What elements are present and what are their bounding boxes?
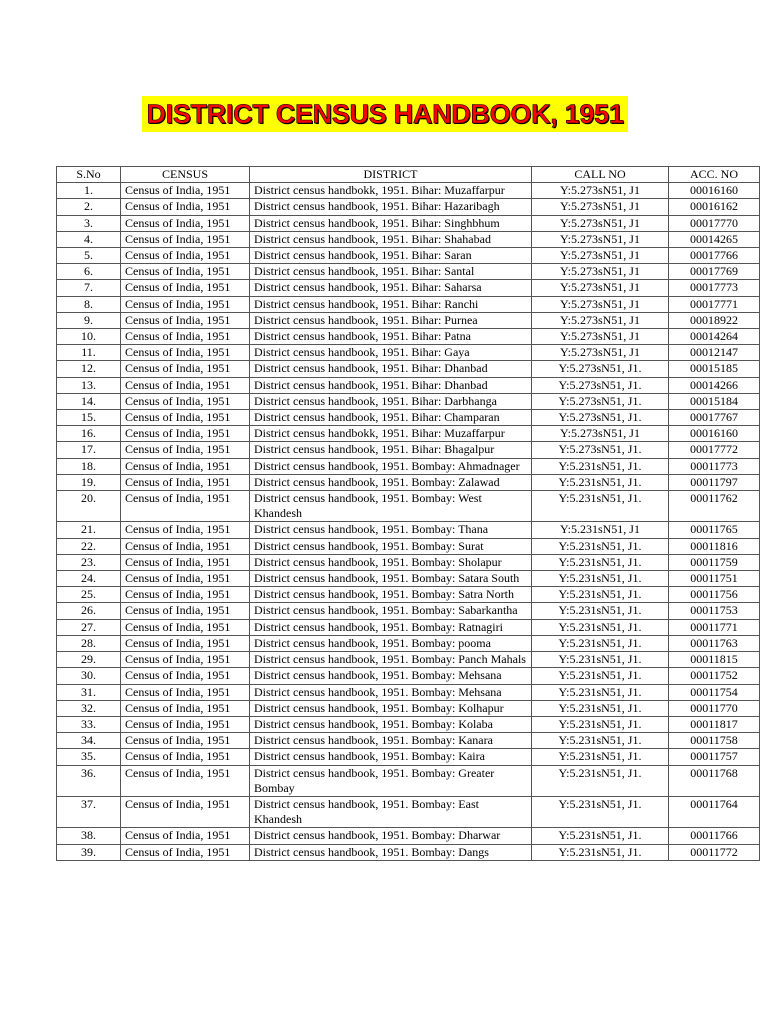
row-district: District census handbook, 1951. Bombay: Surat <box>250 538 532 554</box>
table-body <box>57 183 760 861</box>
table-row <box>57 716 760 732</box>
row-acc-no: 00011797 <box>669 474 760 490</box>
row-call-no: Y:5.231sN51, J1. <box>532 652 669 668</box>
row-district: District census handbook, 1951. Bombay: Kolhapur <box>250 700 532 716</box>
row-sno: 1. <box>57 183 121 199</box>
row-call-no: Y:5.231sN51, J1. <box>532 571 669 587</box>
row-acc-no: 00011815 <box>669 652 760 668</box>
row-district: District census handbook, 1951. Bombay: Kolaba <box>250 716 532 732</box>
row-census: Census of India, 1951 <box>121 361 250 377</box>
row-acc-no: 00011816 <box>669 538 760 554</box>
row-acc-no: 00011766 <box>669 828 760 844</box>
row-district: District census handbook, 1951. Bombay: Mehsana <box>250 684 532 700</box>
row-sno: 17. <box>57 442 121 458</box>
table-row <box>57 571 760 587</box>
row-sno: 16. <box>57 426 121 442</box>
row-sno: 8. <box>57 296 121 312</box>
row-acc-no: 00017772 <box>669 442 760 458</box>
row-sno: 34. <box>57 733 121 749</box>
row-district: District census handbook, 1951. Bombay: Kanara <box>250 733 532 749</box>
row-sno: 39. <box>57 844 121 860</box>
row-call-no: Y:5.231sN51, J1 <box>532 522 669 538</box>
row-district: District census handbook, 1951. Bombay: Panch Mahals <box>250 652 532 668</box>
row-acc-no: 00011753 <box>669 603 760 619</box>
table-row <box>57 828 760 844</box>
row-district: District census handbook, 1951. Bihar: Patna <box>250 329 532 345</box>
row-census: Census of India, 1951 <box>121 296 250 312</box>
row-acc-no: 00011772 <box>669 844 760 860</box>
row-census: Census of India, 1951 <box>121 264 250 280</box>
row-call-no: Y:5.231sN51, J1. <box>532 538 669 554</box>
table-row <box>57 603 760 619</box>
row-acc-no: 00017773 <box>669 280 760 296</box>
row-call-no: Y:5.231sN51, J1. <box>532 700 669 716</box>
row-census: Census of India, 1951 <box>121 603 250 619</box>
row-census: Census of India, 1951 <box>121 248 250 264</box>
row-acc-no: 00011758 <box>669 733 760 749</box>
row-call-no: Y:5.273sN51, J1 <box>532 183 669 199</box>
row-acc-no: 00017771 <box>669 296 760 312</box>
header-sno: S.No <box>57 167 121 183</box>
row-call-no: Y:5.231sN51, J1. <box>532 733 669 749</box>
row-call-no: Y:5.273sN51, J1. <box>532 410 669 426</box>
row-acc-no: 00017767 <box>669 410 760 426</box>
row-census: Census of India, 1951 <box>121 700 250 716</box>
row-call-no: Y:5.231sN51, J1. <box>532 828 669 844</box>
row-acc-no: 00011757 <box>669 749 760 765</box>
row-call-no: Y:5.231sN51, J1. <box>532 554 669 570</box>
row-sno: 18. <box>57 458 121 474</box>
census-table <box>56 166 760 861</box>
table-row <box>57 442 760 458</box>
row-district: District census handbook, 1951. Bihar: Dhanbad <box>250 377 532 393</box>
row-census: Census of India, 1951 <box>121 474 250 490</box>
row-census: Census of India, 1951 <box>121 280 250 296</box>
row-sno: 37. <box>57 796 121 827</box>
row-sno: 20. <box>57 491 121 522</box>
row-acc-no: 00017766 <box>669 248 760 264</box>
row-census: Census of India, 1951 <box>121 538 250 554</box>
table-row <box>57 296 760 312</box>
row-district: District census handbook, 1951. Bombay: Sholapur <box>250 554 532 570</box>
table-row <box>57 231 760 247</box>
row-sno: 25. <box>57 587 121 603</box>
row-census: Census of India, 1951 <box>121 345 250 361</box>
row-census: Census of India, 1951 <box>121 231 250 247</box>
row-census: Census of India, 1951 <box>121 199 250 215</box>
row-call-no: Y:5.273sN51, J1 <box>532 248 669 264</box>
row-sno: 36. <box>57 765 121 796</box>
row-district: District census handbook, 1951. Bihar: Saran <box>250 248 532 264</box>
row-district: District census handbook, 1951. Bihar: Santal <box>250 264 532 280</box>
row-acc-no: 00016160 <box>669 183 760 199</box>
table-row <box>57 393 760 409</box>
table-row <box>57 312 760 328</box>
row-call-no: Y:5.231sN51, J1. <box>532 668 669 684</box>
row-sno: 26. <box>57 603 121 619</box>
row-district: District census handbook, 1951. Bihar: Dhanbad <box>250 361 532 377</box>
row-call-no: Y:5.231sN51, J1. <box>532 749 669 765</box>
row-census: Census of India, 1951 <box>121 844 250 860</box>
row-call-no: Y:5.231sN51, J1. <box>532 844 669 860</box>
row-acc-no: 00011756 <box>669 587 760 603</box>
row-call-no: Y:5.231sN51, J1. <box>532 765 669 796</box>
row-acc-no: 00011759 <box>669 554 760 570</box>
row-call-no: Y:5.273sN51, J1. <box>532 377 669 393</box>
row-district: District census handbook, 1951. Bihar: Champaran <box>250 410 532 426</box>
table-row <box>57 183 760 199</box>
row-district: District census handbook, 1951. Bihar: Saharsa <box>250 280 532 296</box>
row-call-no: Y:5.273sN51, J1 <box>532 231 669 247</box>
row-census: Census of India, 1951 <box>121 765 250 796</box>
row-sno: 19. <box>57 474 121 490</box>
row-sno: 23. <box>57 554 121 570</box>
row-census: Census of India, 1951 <box>121 215 250 231</box>
row-acc-no: 00011770 <box>669 700 760 716</box>
row-sno: 5. <box>57 248 121 264</box>
row-district: District census handbook, 1951. Bombay: Ratnagiri <box>250 619 532 635</box>
row-call-no: Y:5.273sN51, J1 <box>532 199 669 215</box>
row-census: Census of India, 1951 <box>121 749 250 765</box>
row-district: District census handbokk, 1951. Bihar: Muzaffarpur <box>250 183 532 199</box>
row-acc-no: 00018922 <box>669 312 760 328</box>
row-district: District census handbook, 1951. Bombay: Satra North <box>250 587 532 603</box>
row-district: District census handbook, 1951. Bombay: East Khandesh <box>250 796 532 827</box>
row-call-no: Y:5.231sN51, J1. <box>532 603 669 619</box>
row-district: District census handbokk, 1951. Bihar: Muzaffarpur <box>250 426 532 442</box>
row-census: Census of India, 1951 <box>121 587 250 603</box>
row-call-no: Y:5.231sN51, J1. <box>532 684 669 700</box>
row-sno: 2. <box>57 199 121 215</box>
row-census: Census of India, 1951 <box>121 668 250 684</box>
table-row <box>57 248 760 264</box>
row-district: District census handbook, 1951. Bombay: pooma <box>250 635 532 651</box>
row-call-no: Y:5.273sN51, J1. <box>532 442 669 458</box>
row-sno: 7. <box>57 280 121 296</box>
row-sno: 28. <box>57 635 121 651</box>
row-acc-no: 00011751 <box>669 571 760 587</box>
row-call-no: Y:5.273sN51, J1 <box>532 312 669 328</box>
table-header-row <box>57 167 760 183</box>
row-sno: 3. <box>57 215 121 231</box>
row-district: District census handbook, 1951. Bihar: Shahabad <box>250 231 532 247</box>
row-acc-no: 00011763 <box>669 635 760 651</box>
header-acc-no: ACC. NO <box>669 167 760 183</box>
row-sno: 29. <box>57 652 121 668</box>
row-acc-no: 00011762 <box>669 491 760 522</box>
row-census: Census of India, 1951 <box>121 442 250 458</box>
row-call-no: Y:5.273sN51, J1 <box>532 426 669 442</box>
row-acc-no: 00012147 <box>669 345 760 361</box>
row-district: District census handbook, 1951. Bihar: Purnea <box>250 312 532 328</box>
row-census: Census of India, 1951 <box>121 491 250 522</box>
row-sno: 15. <box>57 410 121 426</box>
row-sno: 4. <box>57 231 121 247</box>
table-row <box>57 668 760 684</box>
row-acc-no: 00011817 <box>669 716 760 732</box>
row-call-no: Y:5.273sN51, J1 <box>532 296 669 312</box>
row-acc-no: 00014264 <box>669 329 760 345</box>
row-sno: 12. <box>57 361 121 377</box>
row-district: District census handbook, 1951. Bombay: Ahmadnager <box>250 458 532 474</box>
row-census: Census of India, 1951 <box>121 312 250 328</box>
row-census: Census of India, 1951 <box>121 635 250 651</box>
row-call-no: Y:5.273sN51, J1. <box>532 361 669 377</box>
row-district: District census handbook, 1951. Bombay: West Khandesh <box>250 491 532 522</box>
row-sno: 6. <box>57 264 121 280</box>
row-census: Census of India, 1951 <box>121 183 250 199</box>
row-district: District census handbook, 1951. Bihar: Singhbhum <box>250 215 532 231</box>
table-row <box>57 796 760 827</box>
table-row <box>57 458 760 474</box>
table-row <box>57 474 760 490</box>
row-district: District census handbook, 1951. Bombay: Greater Bombay <box>250 765 532 796</box>
row-sno: 35. <box>57 749 121 765</box>
row-acc-no: 00011754 <box>669 684 760 700</box>
table-row <box>57 345 760 361</box>
table-row <box>57 765 760 796</box>
row-call-no: Y:5.273sN51, J1 <box>532 345 669 361</box>
row-district: District census handbook, 1951. Bombay: Zalawad <box>250 474 532 490</box>
row-call-no: Y:5.231sN51, J1. <box>532 619 669 635</box>
row-call-no: Y:5.231sN51, J1. <box>532 716 669 732</box>
row-sno: 32. <box>57 700 121 716</box>
table-row <box>57 361 760 377</box>
row-census: Census of India, 1951 <box>121 619 250 635</box>
table-row <box>57 410 760 426</box>
row-district: District census handbook, 1951. Bombay: Thana <box>250 522 532 538</box>
row-sno: 38. <box>57 828 121 844</box>
row-census: Census of India, 1951 <box>121 716 250 732</box>
row-call-no: Y:5.231sN51, J1. <box>532 796 669 827</box>
row-district: District census handbook, 1951. Bihar: Bhagalpur <box>250 442 532 458</box>
table-row <box>57 538 760 554</box>
row-sno: 33. <box>57 716 121 732</box>
header-census: CENSUS <box>121 167 250 183</box>
row-acc-no: 00016162 <box>669 199 760 215</box>
row-call-no: Y:5.231sN51, J1. <box>532 458 669 474</box>
row-sno: 10. <box>57 329 121 345</box>
header-call-no: CALL NO <box>532 167 669 183</box>
row-call-no: Y:5.273sN51, J1 <box>532 264 669 280</box>
row-sno: 11. <box>57 345 121 361</box>
table-row <box>57 199 760 215</box>
row-census: Census of India, 1951 <box>121 410 250 426</box>
title-wrapper <box>0 96 770 132</box>
row-census: Census of India, 1951 <box>121 652 250 668</box>
row-acc-no: 00011768 <box>669 765 760 796</box>
row-acc-no: 00011752 <box>669 668 760 684</box>
table-row <box>57 329 760 345</box>
row-call-no: Y:5.231sN51, J1. <box>532 474 669 490</box>
row-district: District census handbook, 1951. Bombay: Dharwar <box>250 828 532 844</box>
row-acc-no: 00015185 <box>669 361 760 377</box>
row-census: Census of India, 1951 <box>121 393 250 409</box>
table-row <box>57 652 760 668</box>
row-district: District census handbook, 1951. Bombay: Satara South <box>250 571 532 587</box>
table-row <box>57 619 760 635</box>
row-acc-no: 00011764 <box>669 796 760 827</box>
row-census: Census of India, 1951 <box>121 426 250 442</box>
table-row <box>57 684 760 700</box>
row-district: District census handbook, 1951. Bihar: Darbhanga <box>250 393 532 409</box>
row-district: District census handbook, 1951. Bihar: Gaya <box>250 345 532 361</box>
row-district: District census handbook, 1951. Bombay: Sabarkantha <box>250 603 532 619</box>
row-census: Census of India, 1951 <box>121 733 250 749</box>
row-acc-no: 00011765 <box>669 522 760 538</box>
row-sno: 24. <box>57 571 121 587</box>
row-call-no: Y:5.273sN51, J1 <box>532 215 669 231</box>
row-sno: 30. <box>57 668 121 684</box>
table-row <box>57 280 760 296</box>
row-acc-no: 00016160 <box>669 426 760 442</box>
row-acc-no: 00015184 <box>669 393 760 409</box>
row-acc-no: 00014265 <box>669 231 760 247</box>
row-district: District census handbook, 1951. Bombay: Dangs <box>250 844 532 860</box>
row-call-no: Y:5.231sN51, J1. <box>532 491 669 522</box>
table-row <box>57 264 760 280</box>
row-call-no: Y:5.273sN51, J1. <box>532 393 669 409</box>
table-row <box>57 554 760 570</box>
table-row <box>57 491 760 522</box>
table-row <box>57 587 760 603</box>
row-district: District census handbook, 1951. Bombay: Kaira <box>250 749 532 765</box>
table-row <box>57 749 760 765</box>
table-row <box>57 215 760 231</box>
row-census: Census of India, 1951 <box>121 377 250 393</box>
row-district: District census handbook, 1951. Bihar: Ranchi <box>250 296 532 312</box>
table-row <box>57 377 760 393</box>
table-row <box>57 844 760 860</box>
row-census: Census of India, 1951 <box>121 828 250 844</box>
row-call-no: Y:5.231sN51, J1. <box>532 587 669 603</box>
table-row <box>57 426 760 442</box>
row-sno: 21. <box>57 522 121 538</box>
row-acc-no: 00011771 <box>669 619 760 635</box>
row-sno: 27. <box>57 619 121 635</box>
row-district: District census handbook, 1951. Bihar: Hazaribagh <box>250 199 532 215</box>
row-census: Census of India, 1951 <box>121 796 250 827</box>
row-district: District census handbook, 1951. Bombay: Mehsana <box>250 668 532 684</box>
row-census: Census of India, 1951 <box>121 554 250 570</box>
row-sno: 22. <box>57 538 121 554</box>
row-call-no: Y:5.231sN51, J1. <box>532 635 669 651</box>
row-acc-no: 00014266 <box>669 377 760 393</box>
row-sno: 31. <box>57 684 121 700</box>
row-acc-no: 00011773 <box>669 458 760 474</box>
row-census: Census of India, 1951 <box>121 522 250 538</box>
table-row <box>57 700 760 716</box>
row-acc-no: 00017769 <box>669 264 760 280</box>
row-call-no: Y:5.273sN51, J1 <box>532 329 669 345</box>
row-sno: 14. <box>57 393 121 409</box>
table-row <box>57 733 760 749</box>
row-acc-no: 00017770 <box>669 215 760 231</box>
row-sno: 13. <box>57 377 121 393</box>
table-row <box>57 635 760 651</box>
row-census: Census of India, 1951 <box>121 571 250 587</box>
row-census: Census of India, 1951 <box>121 458 250 474</box>
row-census: Census of India, 1951 <box>121 684 250 700</box>
row-call-no: Y:5.273sN51, J1 <box>532 280 669 296</box>
table-row <box>57 522 760 538</box>
page-title: DISTRICT CENSUS HANDBOOK, 1951 <box>142 96 627 132</box>
header-district: DISTRICT <box>250 167 532 183</box>
row-sno: 9. <box>57 312 121 328</box>
row-census: Census of India, 1951 <box>121 329 250 345</box>
